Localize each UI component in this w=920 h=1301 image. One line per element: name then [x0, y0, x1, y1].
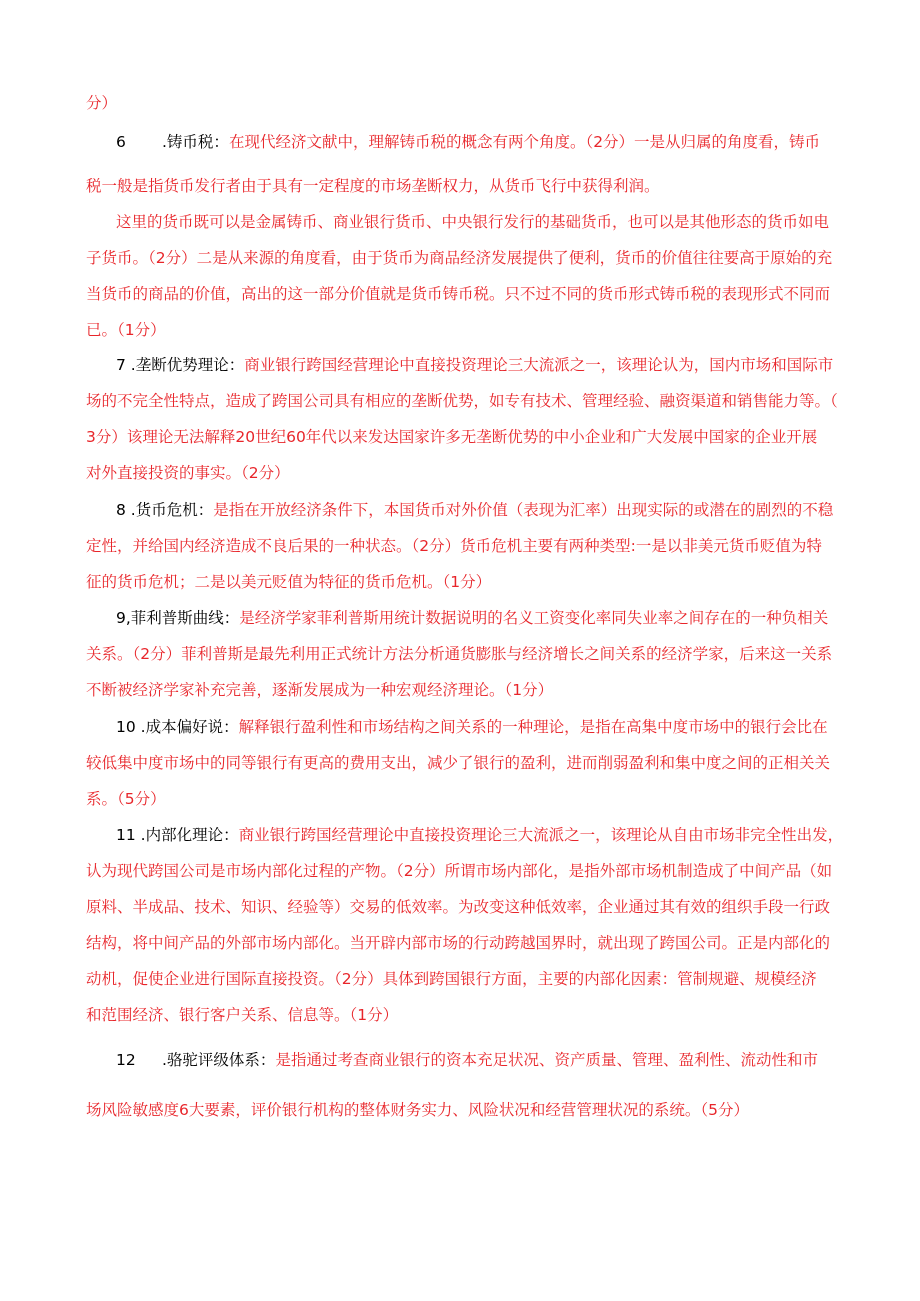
text-line: 结构，将中间产品的外部市场内部化。当开辟内部市场的行动跨越国界时，就出现了跨国公司。正是内部化的 [86, 934, 831, 952]
answer-text: 商业银行跨国经营理论中直接投资理论三大流派之一，该理论认为，国内市场和国际市 [244, 356, 834, 374]
question-11-line-1 [116, 824, 846, 846]
text-line: 系。（5分） [86, 790, 166, 808]
text-line: 这里的货币既可以是金属铸币、商业银行货币、中央银行发行的基础货币，也可以是其他形态的货币如电 [116, 213, 830, 231]
text-line: 定性，并给国内经济造成不良后果的一种状态。（2分）货币危机主要有两种类型:一是以非美元货币贬值为特 [86, 537, 822, 555]
question-10-line-1 [116, 716, 846, 738]
text-line: 3分）该理论无法解释20世纪60年代以来发达国家许多无垄断优势的中小企业和广大发展中国家的企业开展 [86, 428, 818, 446]
text-line: 原料、半成品、技术、知识、经验等）交易的低效率。为改变这种低效率，企业通过其有效的组织手段一行政 [86, 898, 831, 916]
answer-text: 商业银行跨国经营理论中直接投资理论三大流派之一，该理论从自由市场非完全性出发， [238, 826, 844, 844]
text-line: 场风险敏感度6大要素，评价银行机构的整体财务实力、风险状况和经营管理状况的系统。（5分） [86, 1101, 749, 1119]
text-line: 动机，促使企业进行国际直接投资。（2分）具体到跨国银行方面，主要的内部化因素：管制规避、规模经济 [86, 970, 817, 988]
text-line: 税一般是指货币发行者由于具有一定程度的市场垄断权力，从货币飞行中获得利润。 [86, 177, 660, 195]
answer-text: 是指在开放经济条件下，本国货币对外价值（表现为汇率）出现实际的或潜在的剧烈的不稳 [213, 501, 834, 519]
term-label: 7 .垄断优势理论： [116, 356, 245, 374]
term-label: 11 .内部化理论： [116, 826, 239, 844]
question-number: 6 [116, 133, 126, 151]
text-line: 不断被经济学家补充完善，逐渐发展成为一种宏观经济理论。（1分） [86, 681, 554, 699]
question-8-line-1 [116, 499, 846, 521]
question-6-line-1 [116, 131, 846, 153]
text-line: 和范围经济、银行客户关系、信息等。（1分） [86, 1006, 399, 1024]
text-line: 分） [86, 94, 118, 112]
answer-text: 是经济学家菲利普斯用统计数据说明的名义工资变化率同失业率之间存在的一种负相关 [239, 609, 829, 627]
text-line: 当货币的商品的价值，高出的这一部分价值就是货币铸币税。只不过不同的货币形式铸币税的表现形式不同而 [86, 285, 831, 303]
text-line: 较低集中度市场中的同等银行有更高的费用支出，减少了银行的盈利，进而削弱盈利和集中度之间的正相关关 [86, 754, 831, 772]
text-line: 已。（1分） [86, 321, 166, 339]
question-number: 12 [116, 1051, 136, 1069]
question-12-line-1 [116, 1049, 846, 1071]
question-7-line-1 [116, 354, 846, 376]
term-label: 8 .货币危机： [116, 501, 214, 519]
answer-text: 是指通过考查商业银行的资本充足状况、资产质量、管理、盈利性、流动性和市 [275, 1051, 818, 1069]
term-label: 10 .成本偏好说： [116, 718, 239, 736]
answer-text: 解释银行盈利性和市场结构之间关系的一种理论，是指在高集中度市场中的银行会比在 [238, 718, 828, 736]
term-label: 9,菲利普斯曲线： [116, 609, 240, 627]
answer-text: 在现代经济文献中，理解铸币税的概念有两个角度。（2分）一是从归属的角度看，铸币 [228, 133, 821, 151]
term-label: .铸币税： [162, 133, 229, 151]
term-label: .骆驼评级体系： [162, 1051, 276, 1069]
text-line: 征的货币危机；二是以美元贬值为特征的货币危机。（1分） [86, 573, 492, 591]
text-line: 对外直接投资的事实。（2分） [86, 464, 290, 482]
text-line: 子货币。（2分）二是从来源的角度看，由于货币为商品经济发展提供了便利，货币的价值往往要高于原始的充 [86, 249, 833, 267]
text-line: 场的不完全性特点，造成了跨国公司具有相应的垄断优势，如专有技术、管理经验、融资渠道和销售能力等。（ [86, 392, 838, 410]
text-line: 认为现代跨国公司是市场内部化过程的产物。（2分）所谓市场内部化，是指外部市场机制造成了中间产品（如 [86, 862, 833, 880]
text-line: 关系。（2分）菲利普斯是最先利用正式统计方法分析通货膨胀与经济增长之间关系的经济学家，后来这一关系 [86, 645, 833, 663]
question-9-line-1 [116, 607, 846, 629]
